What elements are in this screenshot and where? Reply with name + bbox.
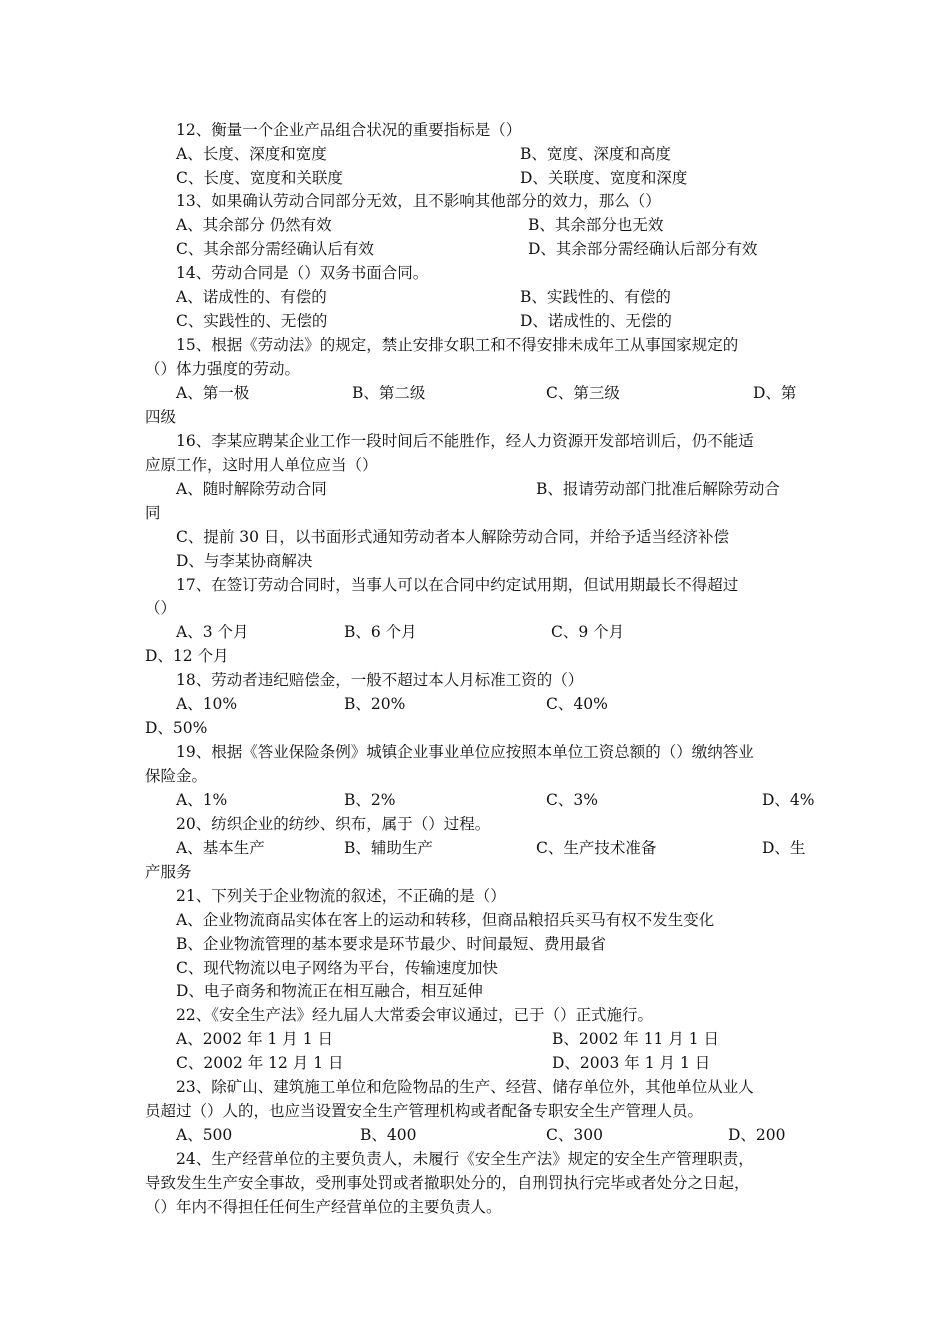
text-line: 14、劳动合同是（）双务书面合同。 <box>176 264 429 282</box>
text-line: B、实践性的、有偿的 <box>520 288 671 306</box>
text-line: A、基本生产 <box>176 839 265 857</box>
text-line: 应原工作，这时用人单位应当（） <box>145 456 378 474</box>
text-line: C、提前 30 日，以书面形式通知劳动者本人解除劳动合同，并给予适当经济补偿 <box>176 528 729 546</box>
text-line: C、长度、宽度和关联度 <box>176 169 343 187</box>
text-line: A、1% <box>176 791 228 809</box>
text-line: B、辅助生产 <box>344 839 433 857</box>
text-line: （） <box>145 599 177 617</box>
text-line: 15、根据《劳动法》的规定，禁止安排女职工和不得安排未成年工从事国家规定的 <box>176 336 739 354</box>
text-line: 18、劳动者违纪赔偿金，一般不超过本人月标准工资的（） <box>176 671 584 689</box>
text-line: D、其余部分需经确认后部分有效 <box>528 240 758 258</box>
text-line: C、40% <box>546 695 608 713</box>
text-line: D、与李某协商解决 <box>176 552 313 570</box>
text-line: C、其余部分需经确认后有效 <box>176 240 374 258</box>
text-line: A、500 <box>176 1126 233 1144</box>
text-line: 13、如果确认劳动合同部分无效，且不影响其他部分的效力，那么（） <box>176 192 661 210</box>
text-line: 保险金。 <box>145 767 208 785</box>
text-line: D、2003 年 1 月 1 日 <box>552 1054 711 1072</box>
text-line: 产服务 <box>145 863 192 881</box>
text-line: A、随时解除劳动合同 <box>176 480 327 498</box>
text-line: 导致发生生产安全事故，受刑事处罚或者撤职处分的，自刑罚执行完毕或者处分之日起， <box>145 1174 750 1192</box>
text-line: D、12 个月 <box>145 647 229 665</box>
text-line: C、生产技术准备 <box>536 839 657 857</box>
text-line: （）年内不得担任任何生产经营单位的主要负责人。 <box>145 1198 502 1216</box>
text-line: B、报请劳动部门批准后解除劳动合 <box>536 480 780 498</box>
text-line: B、2002 年 11 月 1 日 <box>552 1030 720 1048</box>
text-line: 四级 <box>145 408 177 426</box>
text-line: A、2002 年 1 月 1 日 <box>176 1030 333 1048</box>
text-line: 20、纺织企业的纺纱、织布，属于（）过程。 <box>176 815 491 833</box>
text-line: C、3% <box>546 791 598 809</box>
text-line: 19、根据《答业保险条例》城镇企业事业单位应按照本单位工资总额的（）缴纳答业 <box>176 743 754 761</box>
text-line: 17、在签订劳动合同时，当事人可以在合同中约定试用期，但试用期最长不得超过 <box>176 576 739 594</box>
text-line: B、宽度、深度和高度 <box>520 145 671 163</box>
text-line: A、其余部分 仍然有效 <box>176 216 332 234</box>
text-line: D、4% <box>762 791 815 809</box>
text-line: B、其余部分也无效 <box>528 216 664 234</box>
text-line: A、诺成性的、有偿的 <box>176 288 327 306</box>
text-line: 16、李某应聘某企业工作一段时间后不能胜作，经人力资源开发部培训后，仍不能适 <box>176 432 754 450</box>
text-line: C、现代物流以电子网络为平台，传输速度加快 <box>176 959 498 977</box>
text-line: 22、《安全生产法》经九届人大常委会审议通过，已于（）正式施行。 <box>176 1006 653 1024</box>
text-line: 员超过（）人的，也应当设置安全生产管理机构或者配备专职安全生产管理人员。 <box>145 1102 704 1120</box>
text-line: C、2002 年 12 月 1 日 <box>176 1054 344 1072</box>
text-line: C、第三级 <box>546 384 620 402</box>
text-line: B、20% <box>344 695 406 713</box>
text-line: A、10% <box>176 695 238 713</box>
text-line: B、400 <box>360 1126 417 1144</box>
text-line: C、9 个月 <box>551 623 625 641</box>
text-line: 12、衡量一个企业产品组合状况的重要指标是（） <box>176 121 522 139</box>
text-line: B、第二级 <box>352 384 426 402</box>
text-line: 24、生产经营单位的主要负责人，未履行《安全生产法》规定的安全生产管理职责， <box>176 1150 754 1168</box>
text-line: C、实践性的、无偿的 <box>176 312 328 330</box>
text-line: D、50% <box>145 719 208 737</box>
text-line: D、第 <box>753 384 797 402</box>
text-line: D、诺成性的、无偿的 <box>520 312 672 330</box>
text-line: B、6 个月 <box>344 623 417 641</box>
text-line: 21、下列关于企业物流的叙述，不正确的是（） <box>176 887 506 905</box>
text-line: 23、除矿山、建筑施工单位和危险物品的生产、经营、储存单位外，其他单位从业人 <box>176 1078 754 1096</box>
text-line: C、300 <box>546 1126 603 1144</box>
text-line: D、电子商务和物流正在相互融合，相互延伸 <box>176 982 483 1000</box>
text-line: A、3 个月 <box>176 623 249 641</box>
text-line: D、200 <box>728 1126 786 1144</box>
text-line: 同 <box>145 504 161 522</box>
text-line: （）体力强度的劳动。 <box>145 360 301 378</box>
text-line: B、2% <box>344 791 396 809</box>
text-line: A、第一极 <box>176 384 250 402</box>
text-line: A、长度、深度和宽度 <box>176 145 327 163</box>
text-line: A、企业物流商品实体在客上的运动和转移，但商品粮招兵买马有权不发生变化 <box>176 911 715 929</box>
text-line: D、关联度、宽度和深度 <box>520 169 688 187</box>
text-line: D、生 <box>762 839 806 857</box>
text-line: B、企业物流管理的基本要求是环节最少、时间最短、费用最省 <box>176 935 606 953</box>
